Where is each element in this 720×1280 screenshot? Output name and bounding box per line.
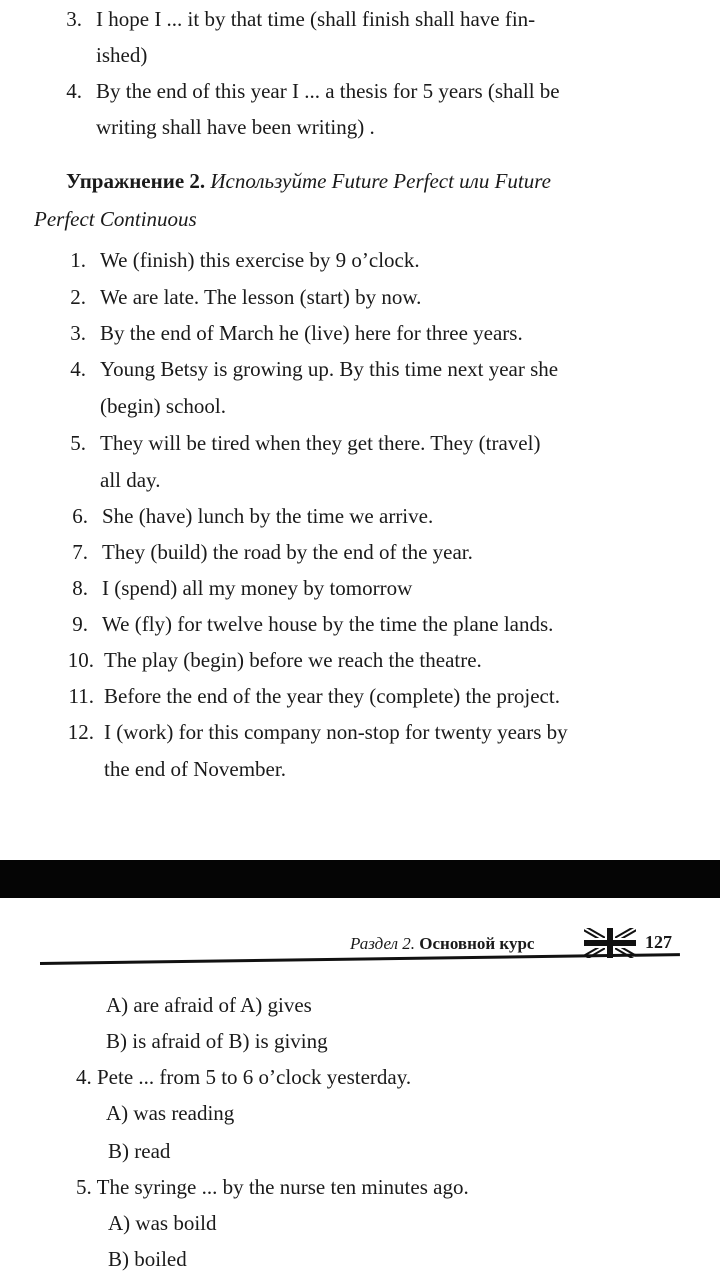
prev-item-text: By the end of this year I ... a thesis for 5 years (shall be [96, 79, 560, 103]
item-number: 4. [70, 357, 86, 381]
section-title: Основной курс [419, 934, 535, 953]
option-line: B) is afraid of B) is giving [106, 1029, 328, 1053]
item-number: 9. [72, 612, 88, 636]
item-number: 10. [67, 648, 94, 672]
prev-item-number: 3. [66, 7, 82, 31]
option-line: A) was boild [108, 1211, 217, 1235]
item-text: Young Betsy is growing up. By this time next year she [100, 357, 559, 381]
item-text: We (fly) for twelve house by the time the plane lands. [102, 612, 554, 636]
running-head [350, 934, 534, 954]
page-number: 127 [645, 932, 672, 952]
item-text: the end of November. [104, 757, 286, 781]
item-number: 5. [70, 431, 86, 455]
item-text: By the end of March he (live) here for three years. [100, 321, 523, 345]
exercise-label: Упражнение 2. [66, 169, 206, 193]
item-number: 7. [72, 540, 88, 564]
question-line: 5. The syringe ... by the nurse ten minutes ago. [76, 1175, 469, 1199]
item-number: 3. [70, 321, 86, 345]
item-number: 1. [70, 248, 86, 272]
exercise-instruction-cont: Perfect Continuous [34, 207, 197, 231]
prev-item-number: 4. [66, 79, 82, 103]
item-number: 12. [67, 720, 94, 744]
exercise-heading [66, 168, 551, 194]
section-label: Раздел 2. [350, 934, 415, 953]
item-text: (begin) school. [100, 394, 226, 418]
page-divider [0, 860, 720, 898]
item-number: 2. [70, 285, 86, 309]
item-text: Before the end of the year they (complete) the project. [104, 684, 560, 708]
item-text: all day. [100, 468, 161, 492]
option-line: B) boiled [108, 1247, 187, 1271]
prev-item-text: writing shall have been writing) . [96, 115, 375, 139]
item-text: I (work) for this company non-stop for twenty years by [104, 720, 568, 744]
question-line: 4. Pete ... from 5 to 6 o’clock yesterday. [76, 1065, 412, 1089]
exercise-instruction: Используйте Future Perfect или Future [210, 169, 551, 193]
item-text: They will be tired when they get there. They (travel) [100, 431, 541, 455]
item-text: We are late. The lesson (start) by now. [100, 285, 422, 309]
option-line: A) was reading [106, 1101, 235, 1125]
item-text: We (finish) this exercise by 9 o’clock. [100, 248, 420, 272]
option-line: A) are afraid of A) gives [106, 993, 312, 1017]
item-text: I (spend) all my money by tomorrow [102, 576, 413, 600]
item-text: They (build) the road by the end of the year. [102, 540, 473, 564]
header-rule [40, 953, 680, 965]
option-line: B) read [108, 1139, 171, 1163]
prev-item-text: I hope I ... it by that time (shall finish shall have fin- [96, 7, 536, 31]
prev-item-text: ished) [96, 43, 148, 67]
item-text: She (have) lunch by the time we arrive. [102, 504, 434, 528]
item-number: 11. [68, 684, 94, 708]
item-number: 6. [72, 504, 88, 528]
item-number: 8. [72, 576, 88, 600]
bottom-page [0, 898, 720, 1280]
item-text: The play (begin) before we reach the theatre. [104, 648, 482, 672]
